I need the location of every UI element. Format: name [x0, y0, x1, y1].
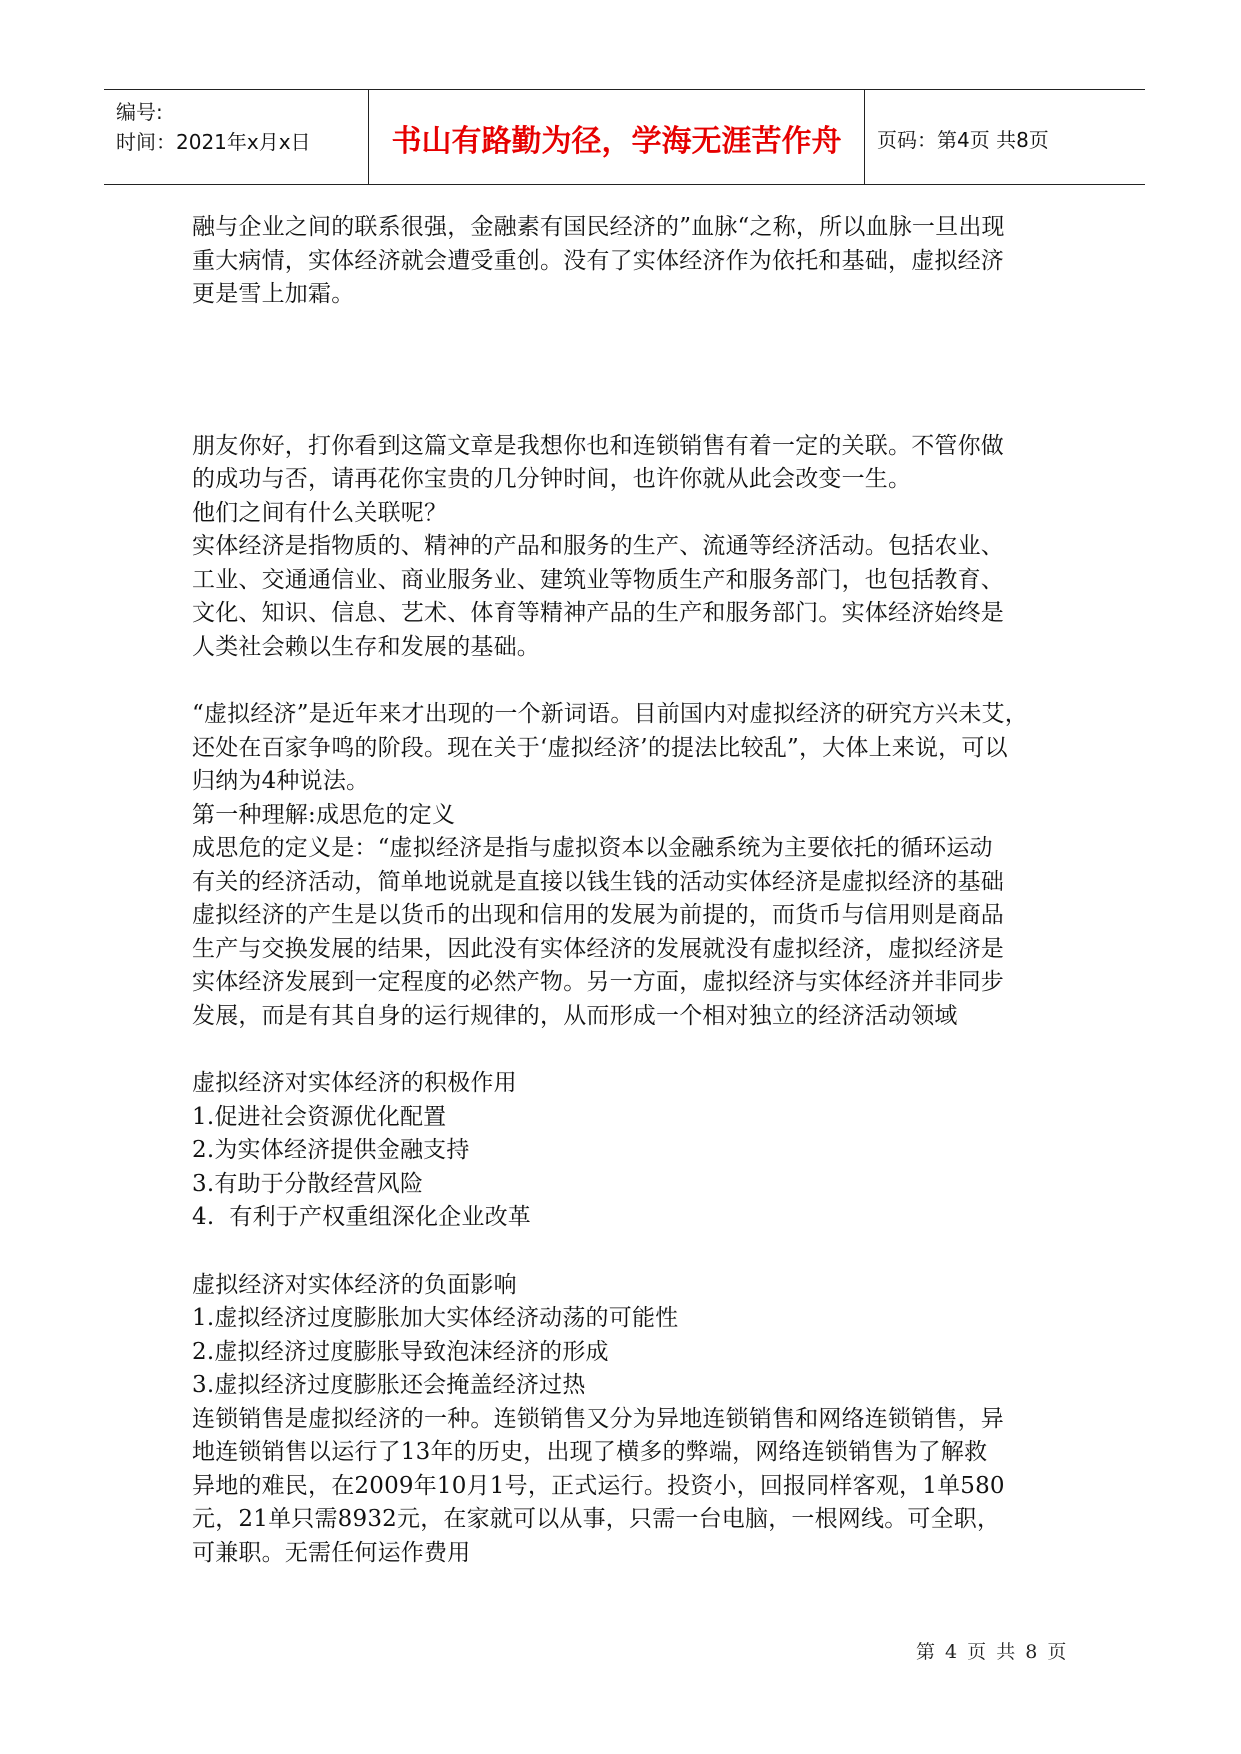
- document-body: [192, 211, 1072, 1570]
- list-item: 2.为实体经济提供金融支持: [192, 1137, 470, 1163]
- list-item: 2.虚拟经济过度膨胀导致泡沫经济的形成: [192, 1338, 609, 1365]
- paragraph-line: 地连锁销售以运行了13年的历史，出现了横多的弊端，网络连锁销售为了解救: [192, 1439, 988, 1465]
- header-page-info: 页码：第4页 共8页: [877, 128, 1049, 152]
- header-page-cell: [865, 90, 1145, 184]
- paragraph-line: 可兼职。无需任何运作费用: [192, 1539, 471, 1566]
- paragraph-line: 归纳为4种说法。: [192, 768, 370, 794]
- page-footer: 第 4 页 共 8 页: [916, 1641, 1069, 1663]
- paragraph-line: “虚拟经济”是近年来才出现的一个新词语。目前国内对虚拟经济的研究方兴未艾，: [192, 701, 1028, 727]
- header-meta-cell: [104, 90, 369, 184]
- list-title: 虚拟经济对实体经济的负面影响: [192, 1271, 517, 1298]
- paragraph-line: 文化、知识、信息、艺术、体育等精神产品的生产和服务部门。实体经济始终是: [192, 600, 1004, 626]
- paragraph-line: 融与企业之间的联系很强，金融素有国民经济的”血脉“之称，所以血脉一旦出现: [192, 214, 1005, 240]
- paragraph-line: 发展，而是有其自身的运行规律的，从而形成一个相对独立的经济活动领域: [192, 1002, 958, 1029]
- paragraph-line: 他们之间有什么关联呢？: [192, 499, 448, 526]
- document-number-label: 编号:: [116, 100, 163, 124]
- paragraph-line: 实体经济发展到一定程度的必然产物。另一方面，虚拟经济与实体经济并非同步: [192, 969, 1004, 995]
- paragraph-line: 成思危的定义是：“虚拟经济是指与虚拟资本以金融系统为主要依托的循环运动: [192, 835, 993, 861]
- paragraph-line: 有关的经济活动，简单地说就是直接以钱生钱的活动实体经济是虚拟经济的基础: [192, 868, 1004, 895]
- paragraph-line: 生产与交换发展的结果，因此没有实体经济的发展就没有虚拟经济，虚拟经济是: [192, 935, 1004, 962]
- paragraph-line: 更是雪上加霜。: [192, 281, 355, 307]
- section-heading: 第一种理解:成思危的定义: [192, 801, 456, 828]
- list-title: 虚拟经济对实体经济的积极作用: [192, 1070, 517, 1096]
- paragraph-line: 异地的难民，在2009年10月1号，正式运行。投资小，回报同样客观，1单580: [192, 1472, 1005, 1499]
- header-motto: 书山有路勤为径，学海无涯苦作舟: [391, 124, 842, 159]
- list-item: 1.促进社会资源优化配置: [192, 1103, 447, 1130]
- paragraph-line: 元，21单只需8932元，在家就可以从事，只需一台电脑，一根网线。可全职，: [192, 1506, 1001, 1532]
- list-item: 1.虚拟经济过度膨胀加大实体经济动荡的可能性: [192, 1305, 679, 1331]
- list-item: 4. 有利于产权重组深化企业改革: [192, 1204, 531, 1230]
- list-item: 3.有助于分散经营风险: [192, 1170, 424, 1197]
- paragraph-line: 重大病情，实体经济就会遭受重创。没有了实体经济作为依托和基础，虚拟经济: [192, 247, 1004, 274]
- paragraph-line: 工业、交通通信业、商业服务业、建筑业等物质生产和服务部门，也包括教育、: [192, 566, 1004, 593]
- paragraph-line: 实体经济是指物质的、精神的产品和服务的生产、流通等经济活动。包括农业、: [192, 533, 1004, 559]
- list-item: 3.虚拟经济过度膨胀还会掩盖经济过热: [192, 1372, 586, 1398]
- document-header: [104, 89, 1145, 185]
- document-time-label: 时间：2021年x月x日: [116, 130, 311, 154]
- paragraph-line: 人类社会赖以生存和发展的基础。: [192, 633, 540, 660]
- header-motto-cell: [369, 90, 865, 184]
- paragraph-line: 虚拟经济的产生是以货币的出现和信用的发展为前提的，而货币与信用则是商品: [192, 902, 1004, 928]
- paragraph-line: 还处在百家争鸣的阶段。现在关于‘虚拟经济’的提法比较乱”，大体上来说，可以: [192, 734, 1008, 761]
- paragraph-line: 连锁销售是虚拟经济的一种。连锁销售又分为异地连锁销售和网络连锁销售，异: [192, 1405, 1004, 1432]
- paragraph-line: 的成功与否，请再花你宝贵的几分钟时间，也许你就从此会改变一生。: [192, 466, 912, 492]
- paragraph-line: 朋友你好，打你看到这篇文章是我想你也和连锁销售有着一定的关联。不管你做: [192, 432, 1004, 459]
